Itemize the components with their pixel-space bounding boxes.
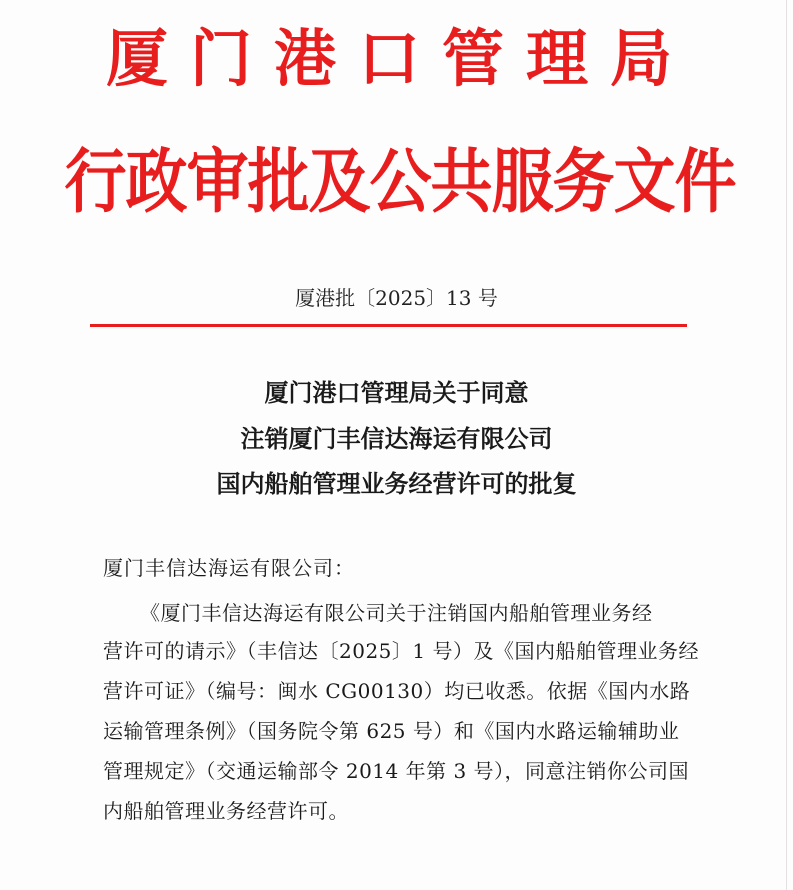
document-number: 厦港批〔2025〕13 号	[295, 286, 498, 310]
red-divider	[90, 324, 687, 327]
addressee: 厦门丰信达海运有限公司：	[103, 556, 355, 580]
body-line-1: 《厦门丰信达海运有限公司关于注销国内船舶管理业务经	[140, 601, 653, 625]
body-line-2: 营许可的请示》（丰信达〔2025〕1 号）及《国内船舶管理业务经	[103, 639, 699, 663]
body-line-5: 管理规定》（交通运输部令 2014 年第 3 号），同意注销你公司国	[103, 759, 690, 783]
title-line-3: 国内船舶管理业务经营许可的批复	[216, 469, 577, 498]
title-line-1: 厦门港口管理局关于同意	[264, 378, 529, 407]
body-line-4: 运输管理条例》（国务院令第 625 号）和《国内水路运输辅助业	[103, 719, 680, 743]
header-org-name: 厦门港口管理局	[105, 22, 694, 95]
body-line-6: 内船舶管理业务经营许可。	[103, 799, 349, 823]
body-line-3: 营许可证》（编号：闽水 CG00130）均已收悉。依据《国内水路	[103, 679, 691, 703]
title-line-2: 注销厦门丰信达海运有限公司	[240, 424, 553, 453]
header-doc-type: 行政审批及公共服务文件	[64, 140, 736, 223]
